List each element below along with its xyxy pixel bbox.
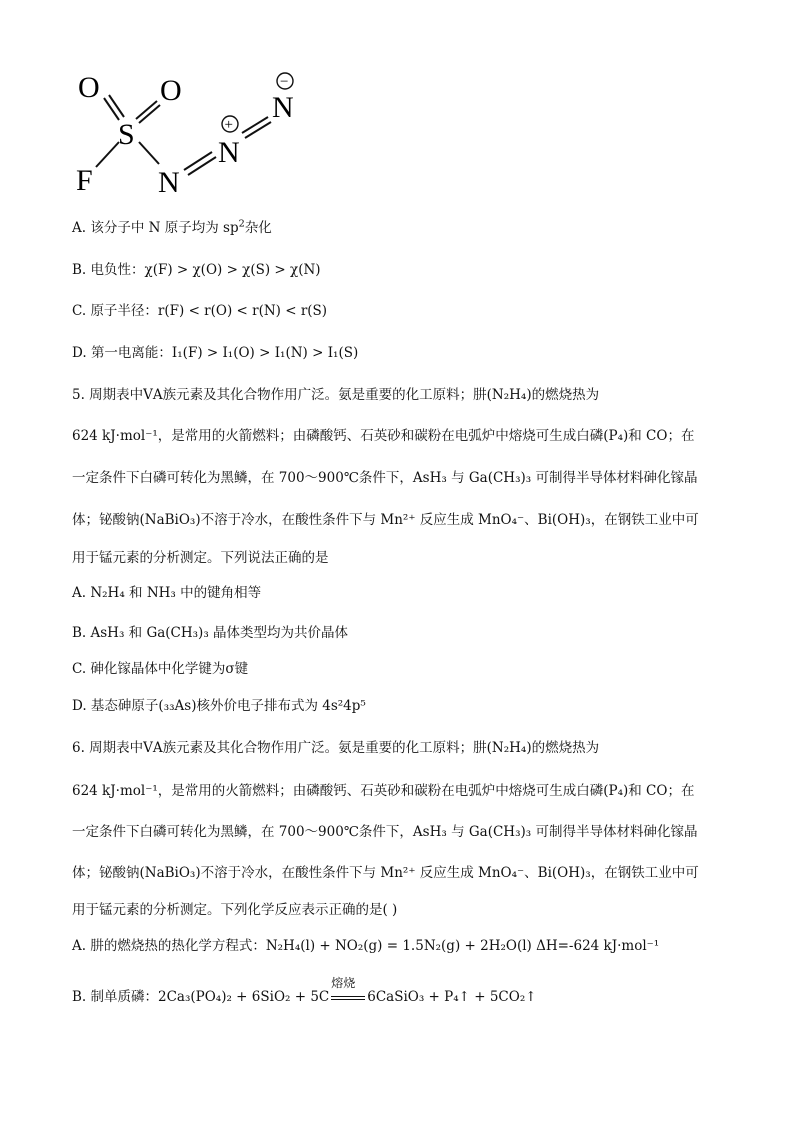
q6-option-a: A. 肼的燃烧热的热化学方程式：N₂H₄(l) + NO₂(g) = 1.5N₂(g) + 2H₂O(l) ΔH=-624 kJ·mol⁻¹	[72, 938, 660, 954]
molecule-structure	[64, 62, 324, 202]
q5-stem-line-3: 一定条件下白磷可转化为黑鳞，在 700～900℃条件下，AsH₃ 与 Ga(CH₃)₃ 可制得半导体材料砷化镓晶	[72, 470, 698, 486]
atom-o2: O	[160, 74, 182, 107]
q4-option-d: D. 第一电离能：I₁(F) > I₁(O) > I₁(N) > I₁(S)	[72, 345, 359, 361]
q6-stem-line-3: 一定条件下白磷可转化为黑鳞，在 700～900℃条件下，AsH₃ 与 Ga(CH₃)₃ 可制得半导体材料砷化镓晶	[72, 824, 698, 840]
bond-n2-n3-b	[245, 122, 271, 138]
q4-option-c: C. 原子半径：r(F) < r(O) < r(N) < r(S)	[72, 303, 328, 319]
plus-charge: +	[224, 117, 233, 133]
reaction-condition: 熔烧	[329, 988, 367, 1006]
atom-n2: N	[218, 136, 240, 169]
bond-n1-n2-a	[184, 152, 212, 170]
atom-o1: O	[78, 71, 100, 104]
q6-stem-line-4: 体；铋酸钠(NaBiO₃)不溶于冷水，在酸性条件下与 Mn²⁺ 反应生成 MnO₄⁻、Bi(OH)₃，在钢铁工业中可	[72, 865, 699, 881]
q5-stem-line-1: 5. 周期表中ⅤA族元素及其化合物作用广泛。氨是重要的化工原料；肼(N₂H₄)的燃烧热为	[72, 387, 600, 403]
q6-option-b: B. 制单质磷：2Ca₃(PO₄)₂ + 6SiO₂ + 5C 熔烧 6CaSiO₃ + P₄↑ + 5CO₂↑	[72, 976, 537, 1005]
bond-s-f	[96, 142, 119, 167]
q4-option-b: B. 电负性：χ(F) > χ(O) > χ(S) > χ(N)	[72, 262, 321, 278]
bond-s-o1-a	[104, 98, 119, 120]
bond-n1-n2-b	[188, 157, 216, 175]
bond-n2-n3-a	[242, 117, 268, 133]
q5-option-d: D. 基态砷原子(₃₃As)核外价电子排布式为 4s²4p⁵	[72, 698, 366, 714]
q6-stem-line-2: 624 kJ·mol⁻¹，是常用的火箭燃料；由磷酸钙、石英砂和碳粉在电弧炉中熔烧可生成白磷(P₄)和 CO；在	[72, 783, 695, 799]
atom-s: S	[118, 118, 135, 151]
q5-option-b: B. AsH₃ 和 Ga(CH₃)₃ 晶体类型均为共价晶体	[72, 625, 349, 641]
q5-option-c: C. 砷化镓晶体中化学键为σ键	[72, 661, 249, 677]
q6-stem-line-5: 用于锰元素的分析测定。下列化学反应表示正确的是( )	[72, 902, 398, 918]
q5-stem-line-5: 用于锰元素的分析测定。下列说法正确的是	[72, 550, 329, 566]
atom-f: F	[76, 164, 93, 197]
minus-charge: −	[280, 74, 289, 90]
atom-n1: N	[158, 166, 180, 199]
q4-option-a: A. 该分子中 N 原子均为 $sp^2$杂化	[72, 218, 272, 236]
q5-option-a: A. N₂H₄ 和 NH₃ 中的键角相等	[72, 585, 262, 601]
q6-stem-line-1: 6. 周期表中ⅤA族元素及其化合物作用广泛。氨是重要的化工原料；肼(N₂H₄)的燃烧热为	[72, 740, 600, 756]
q5-stem-line-2: 624 kJ·mol⁻¹，是常用的火箭燃料；由磷酸钙、石英砂和碳粉在电弧炉中熔烧可生成白磷(P₄)和 CO；在	[72, 428, 695, 444]
atom-n3: N	[272, 91, 294, 124]
q5-stem-line-4: 体；铋酸钠(NaBiO₃)不溶于冷水，在酸性条件下与 Mn²⁺ 反应生成 MnO₄⁻、Bi(OH)₃，在钢铁工业中可	[72, 512, 699, 528]
bond-s-n1	[139, 142, 159, 164]
reaction-equals-sign	[331, 996, 365, 1000]
bond-s-o1-b	[109, 95, 124, 117]
